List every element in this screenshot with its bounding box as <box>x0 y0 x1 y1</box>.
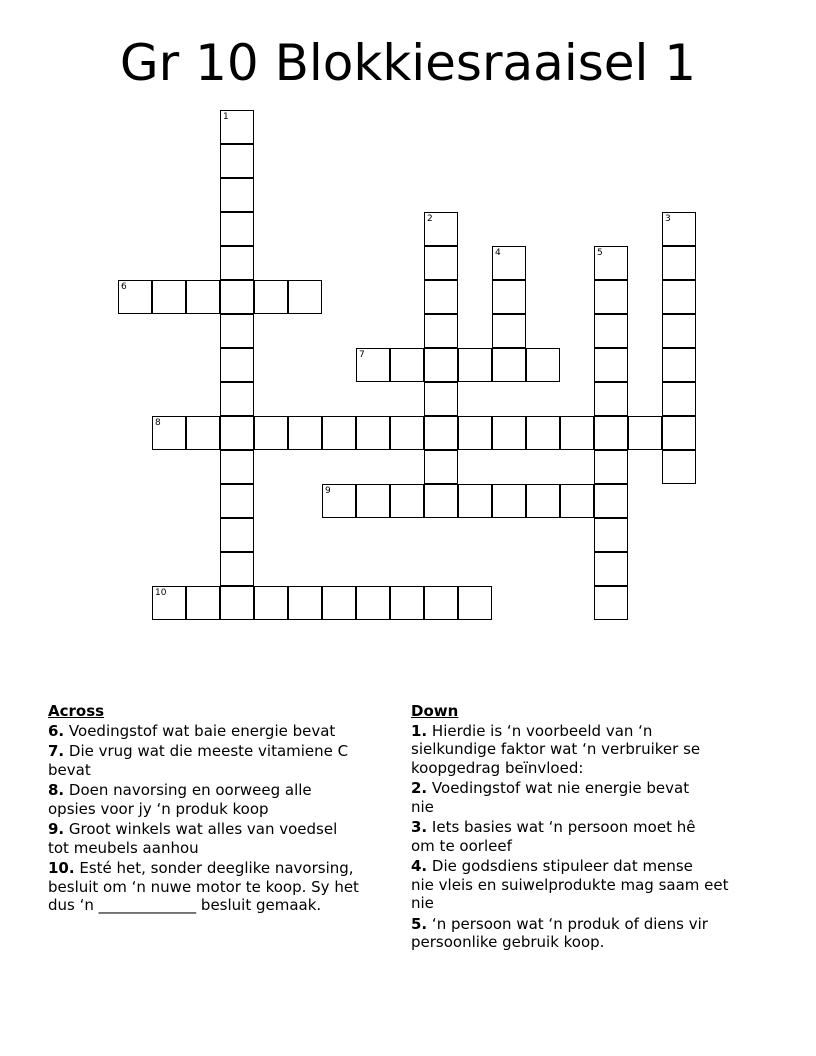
grid-cell[interactable] <box>526 416 560 450</box>
grid-cell[interactable] <box>152 416 186 450</box>
grid-cell[interactable] <box>390 416 424 450</box>
grid-cell[interactable] <box>288 280 322 314</box>
grid-cell[interactable] <box>560 416 594 450</box>
grid-cell[interactable] <box>458 586 492 620</box>
clue-number: 7. <box>48 742 65 760</box>
clue-number-label: 9 <box>325 486 331 496</box>
down-clue <box>411 779 776 816</box>
clue-text: Doen navorsing en oorweeg alle opsies voor jy ‘n produk koop <box>48 781 312 818</box>
grid-cell[interactable] <box>254 586 288 620</box>
grid-cell[interactable] <box>458 416 492 450</box>
grid-cell[interactable] <box>424 280 458 314</box>
grid-cell[interactable] <box>220 110 254 144</box>
down-heading: Down <box>411 702 459 720</box>
grid-cell[interactable] <box>322 416 356 450</box>
across-clue-list <box>48 722 403 915</box>
down-clue-list <box>411 722 776 952</box>
clue-text: Hierdie is ‘n voorbeeld van ‘n sielkundige faktor wat ‘n verbruiker se koopgedrag beïnvloed: <box>411 721 701 777</box>
grid-cell[interactable] <box>662 314 696 348</box>
grid-cell[interactable] <box>152 586 186 620</box>
clue-number-label: 7 <box>359 350 365 360</box>
grid-cell[interactable] <box>424 416 458 450</box>
across-clues <box>48 702 403 917</box>
grid-cell[interactable] <box>560 484 594 518</box>
grid-cell[interactable] <box>220 314 254 348</box>
grid-cell[interactable] <box>594 586 628 620</box>
grid-cell[interactable] <box>356 484 390 518</box>
clue-number: 1. <box>411 721 428 740</box>
clue-text: Iets basies wat ‘n persoon moet hê om te oorleef <box>411 818 696 855</box>
grid-cell[interactable] <box>220 586 254 620</box>
grid-cell[interactable] <box>662 246 696 280</box>
clue-number: 3. <box>411 818 428 836</box>
grid-cell[interactable] <box>424 348 458 382</box>
clue-text: Voedingstof wat nie energie bevat nie <box>411 779 690 816</box>
clue-number-label: 3 <box>665 214 671 224</box>
grid-cell[interactable] <box>152 280 186 314</box>
grid-cell[interactable] <box>662 450 696 484</box>
clue-text: Die vrug wat die meeste vitamiene C bevat <box>48 742 349 779</box>
grid-cell[interactable] <box>594 246 628 280</box>
grid-cell[interactable] <box>526 484 560 518</box>
clue-number-label: 4 <box>495 248 501 258</box>
grid-cell[interactable] <box>356 348 390 382</box>
grid-cell[interactable] <box>220 416 254 450</box>
grid-cell[interactable] <box>594 450 628 484</box>
grid-cell[interactable] <box>492 314 526 348</box>
grid-cell[interactable] <box>662 348 696 382</box>
grid-cell[interactable] <box>186 416 220 450</box>
grid-cell[interactable] <box>594 280 628 314</box>
across-clue <box>48 781 403 818</box>
grid-cell[interactable] <box>220 280 254 314</box>
grid-cell[interactable] <box>220 246 254 280</box>
grid-cell[interactable] <box>492 348 526 382</box>
clue-number-label: 2 <box>427 214 433 224</box>
grid-cell[interactable] <box>662 280 696 314</box>
clue-number-label: 1 <box>223 112 229 122</box>
clue-text: Voedingstof wat baie energie bevat <box>68 721 336 740</box>
grid-cell[interactable] <box>186 586 220 620</box>
grid-cell[interactable] <box>220 348 254 382</box>
clue-number: 2. <box>411 779 428 797</box>
grid-cell[interactable] <box>220 484 254 518</box>
clue-text: Groot winkels wat alles van voedsel tot meubels aanhou <box>48 820 338 857</box>
clue-text: ‘n persoon wat ‘n produk of diens vir persoonlike gebruik koop. <box>411 914 708 951</box>
clue-number-label: 8 <box>155 418 161 428</box>
grid-cell[interactable] <box>220 518 254 552</box>
clue-number-label: 5 <box>597 248 603 258</box>
clue-number: 6. <box>48 721 65 740</box>
across-heading: Across <box>48 702 105 720</box>
clue-number: 8. <box>48 781 65 799</box>
clue-number: 9. <box>48 820 65 838</box>
grid-cell[interactable] <box>322 484 356 518</box>
clue-number: 4. <box>411 857 428 875</box>
clue-number-label: 6 <box>121 282 127 292</box>
grid-cell[interactable] <box>322 586 356 620</box>
grid-cell[interactable] <box>254 280 288 314</box>
grid-cell[interactable] <box>118 280 152 314</box>
grid-cell[interactable] <box>220 144 254 178</box>
grid-cell[interactable] <box>594 348 628 382</box>
down-clues <box>411 702 776 954</box>
grid-cell[interactable] <box>356 586 390 620</box>
grid-cell[interactable] <box>254 416 288 450</box>
grid-cell[interactable] <box>492 246 526 280</box>
grid-cell[interactable] <box>390 348 424 382</box>
clue-text: Die godsdiens stipuleer dat mense nie vleis en suiwelprodukte mag saam eet nie <box>411 857 729 912</box>
grid-cell[interactable] <box>288 586 322 620</box>
grid-cell[interactable] <box>424 314 458 348</box>
grid-cell[interactable] <box>594 314 628 348</box>
grid-cell[interactable] <box>492 416 526 450</box>
grid-cell[interactable] <box>390 484 424 518</box>
down-clue <box>411 915 776 952</box>
grid-cell[interactable] <box>220 382 254 416</box>
clue-text: Esté het, sonder deeglike navorsing, besluit om ‘n nuwe motor te koop. Sy het dus ‘n _____________ besluit gemaak. <box>48 859 359 914</box>
grid-cell[interactable] <box>220 212 254 246</box>
down-clue <box>411 722 776 778</box>
grid-cell[interactable] <box>424 246 458 280</box>
clue-number: 10. <box>48 859 75 877</box>
clue-number: 5. <box>411 914 428 933</box>
page-title: Gr 10 Blokkiesraaisel 1 <box>119 34 697 92</box>
grid-cell[interactable] <box>356 416 390 450</box>
grid-cell[interactable] <box>662 212 696 246</box>
grid-cell[interactable] <box>594 484 628 518</box>
grid-cell[interactable] <box>526 348 560 382</box>
grid-cell[interactable] <box>594 518 628 552</box>
down-clue <box>411 818 776 855</box>
grid-cell[interactable] <box>628 416 662 450</box>
across-clue <box>48 859 403 915</box>
grid-cell[interactable] <box>492 484 526 518</box>
grid-cell[interactable] <box>288 416 322 450</box>
across-clue <box>48 722 403 741</box>
grid-cell[interactable] <box>662 382 696 416</box>
grid-cell[interactable] <box>594 382 628 416</box>
clue-number-label: 10 <box>155 588 167 598</box>
grid-cell[interactable] <box>390 586 424 620</box>
grid-cell[interactable] <box>424 586 458 620</box>
grid-cell[interactable] <box>424 212 458 246</box>
grid-cell[interactable] <box>186 280 220 314</box>
grid-cell[interactable] <box>424 382 458 416</box>
grid-cell[interactable] <box>662 416 696 450</box>
grid-cell[interactable] <box>424 484 458 518</box>
grid-cell[interactable] <box>220 450 254 484</box>
grid-cell[interactable] <box>594 416 628 450</box>
grid-cell[interactable] <box>458 348 492 382</box>
grid-cell[interactable] <box>424 450 458 484</box>
grid-cell[interactable] <box>492 280 526 314</box>
grid-cell[interactable] <box>458 484 492 518</box>
across-clue <box>48 820 403 857</box>
grid-cell[interactable] <box>220 178 254 212</box>
grid-cell[interactable] <box>594 552 628 586</box>
down-clue <box>411 857 776 913</box>
grid-cell[interactable] <box>220 552 254 586</box>
across-clue <box>48 742 403 779</box>
